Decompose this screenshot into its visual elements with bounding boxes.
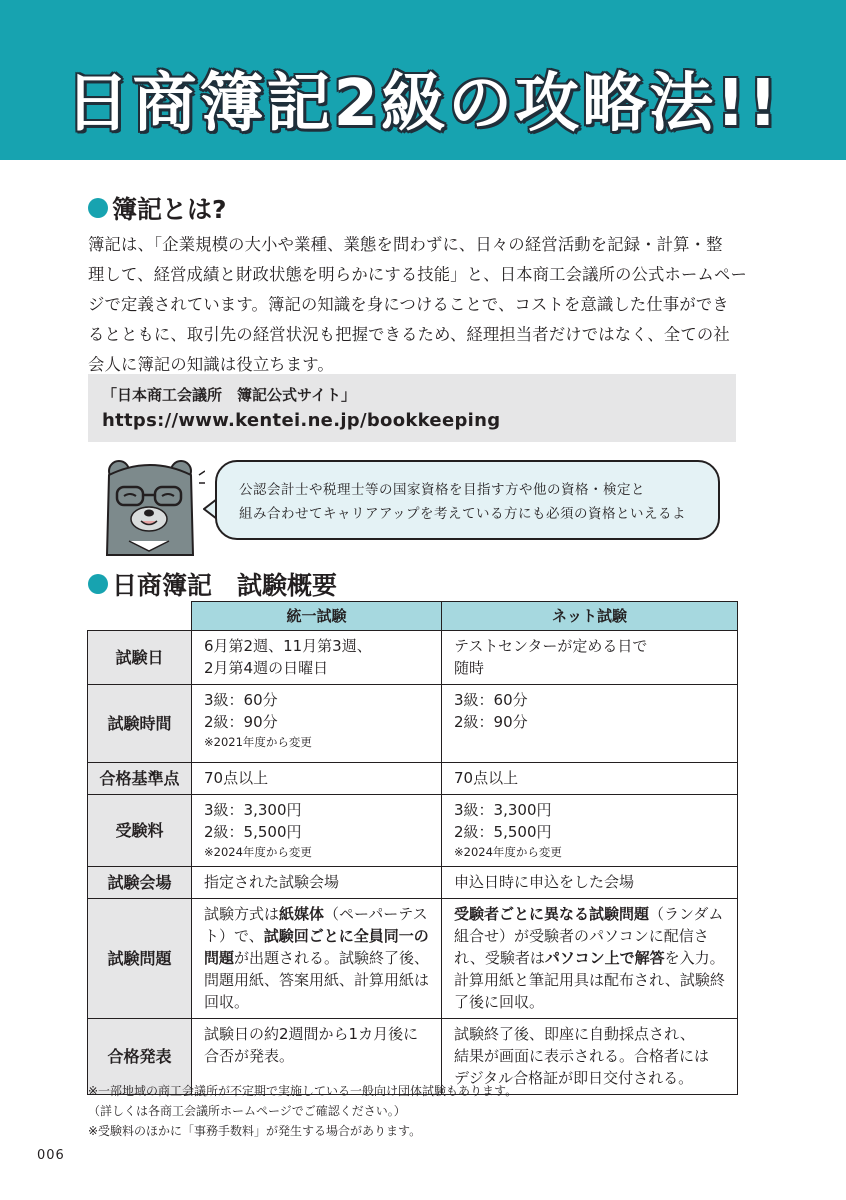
row-header: 合格発表 — [88, 1019, 192, 1095]
paragraph-line: るとともに、取引先の経営状況も把握できるため、経理担当者だけではなく、全ての社 — [88, 325, 730, 344]
row-header: 試験時間 — [88, 685, 192, 763]
bullet-dot-icon — [88, 574, 108, 594]
row-header: 試験会場 — [88, 867, 192, 899]
table-cell: 試験方式は紙媒体（ペーパーテスト）で、試験回ごとに全員同一の問題が出題される。試験終了後、問題用紙、答案用紙、計算用紙は回収。 — [192, 899, 442, 1019]
table-row-exam-time — [88, 685, 738, 763]
bear-mascot-icon — [95, 455, 205, 565]
bullet-dot-icon — [88, 198, 108, 218]
table-cell: 試験日の約2週間から1カ月後に 合否が発表。 — [192, 1019, 442, 1095]
table-cell: 70点以上 — [192, 763, 442, 795]
page-number: 006 — [37, 1148, 65, 1163]
speech-line: 公認会計士や税理士等の国家資格を目指す方や他の資格・検定と — [239, 482, 645, 498]
table-cell: 3級：60分 2級：90分 ※2021年度から変更 — [192, 685, 442, 763]
table-cell: 70点以上 — [442, 763, 738, 795]
official-site-url[interactable]: https://www.kentei.ne.jp/bookkeeping — [102, 410, 501, 431]
cell-note: ※2021年度から変更 — [204, 735, 312, 749]
table-cell: 試験終了後、即座に自動採点され、 結果が画面に表示される。合格者には デジタル合格証が即日交付される。 — [442, 1019, 738, 1095]
table-row-venue — [88, 867, 738, 899]
column-header-unified: 統一試験 — [192, 602, 442, 631]
page-title: 日商簿記2級の攻略法!! — [65, 67, 781, 141]
table-cell: 3級：3,300円 2級：5,500円 ※2024年度から変更 — [442, 795, 738, 867]
official-site-box — [88, 374, 736, 442]
table-row-questions — [88, 899, 738, 1019]
row-header: 試験日 — [88, 631, 192, 685]
footnotes — [88, 1081, 517, 1141]
table-row-fee — [88, 795, 738, 867]
paragraph-line: 理して、経営成績と財政状態を明らかにする技能」と、日本商工会議所の公式ホームペー — [88, 265, 747, 284]
table-corner-cell — [88, 602, 192, 631]
footnote: ※受験料のほかに「事務手数料」が発生する場合があります。 — [88, 1124, 422, 1138]
footnote: ※一部地域の商工会議所が不定期で実施している一般向け団体試験もあります。 — [88, 1084, 518, 1098]
footnote: （詳しくは各商工会議所ホームページでご確認ください。） — [88, 1104, 406, 1118]
intro-paragraph — [88, 230, 750, 380]
column-header-online: ネット試験 — [442, 602, 738, 631]
table-cell: 受験者ごとに異なる試験問題（ランダム組合せ）が受験者のパソコンに配信され、受験者はパソコン上で解答を入力。計算用紙と筆記用具は配布され、試験終了後に回収。 — [442, 899, 738, 1019]
section-heading-text: 日商簿記 試験概要 — [112, 571, 338, 600]
row-header: 試験問題 — [88, 899, 192, 1019]
speech-bubble — [215, 460, 720, 540]
table-header-row — [88, 602, 738, 631]
cell-note: ※2024年度から変更 — [204, 845, 312, 859]
row-header: 受験料 — [88, 795, 192, 867]
row-header: 合格基準点 — [88, 763, 192, 795]
section-heading-text: 簿記とは? — [112, 195, 227, 224]
paragraph-line: ジで定義されています。簿記の知識を身につけることで、コストを意識した仕事ができ — [88, 295, 729, 314]
table-row-exam-date — [88, 631, 738, 685]
paragraph-line: 簿記は、「企業規模の大小や業種、業態を問わずに、日々の経営活動を記録・計算・整 — [88, 235, 723, 254]
table-cell: 申込日時に申込をした会場 — [442, 867, 738, 899]
speech-line: 組み合わせてキャリアアップを考えている方にも必須の資格といえるよ — [239, 506, 687, 522]
title-banner — [0, 0, 846, 160]
table-cell: 3級：3,300円 2級：5,500円 ※2024年度から変更 — [192, 795, 442, 867]
table-cell: 3級：60分 2級：90分 — [442, 685, 738, 763]
cell-note: ※2024年度から変更 — [454, 845, 562, 859]
official-site-label: 「日本商工会議所 簿記公式サイト」 — [102, 386, 356, 404]
exam-overview-table — [87, 601, 738, 1095]
table-cell: 6月第2週、11月第3週、 2月第4週の日曜日 — [192, 631, 442, 685]
section-heading-exam-overview — [88, 566, 337, 602]
table-row-pass-score — [88, 763, 738, 795]
table-cell: 指定された試験会場 — [192, 867, 442, 899]
table-cell: テストセンターが定める日で 随時 — [442, 631, 738, 685]
paragraph-line: 会人に簿記の知識は役立ちます。 — [88, 355, 334, 374]
section-heading-what-is-bookkeeping — [88, 190, 227, 226]
